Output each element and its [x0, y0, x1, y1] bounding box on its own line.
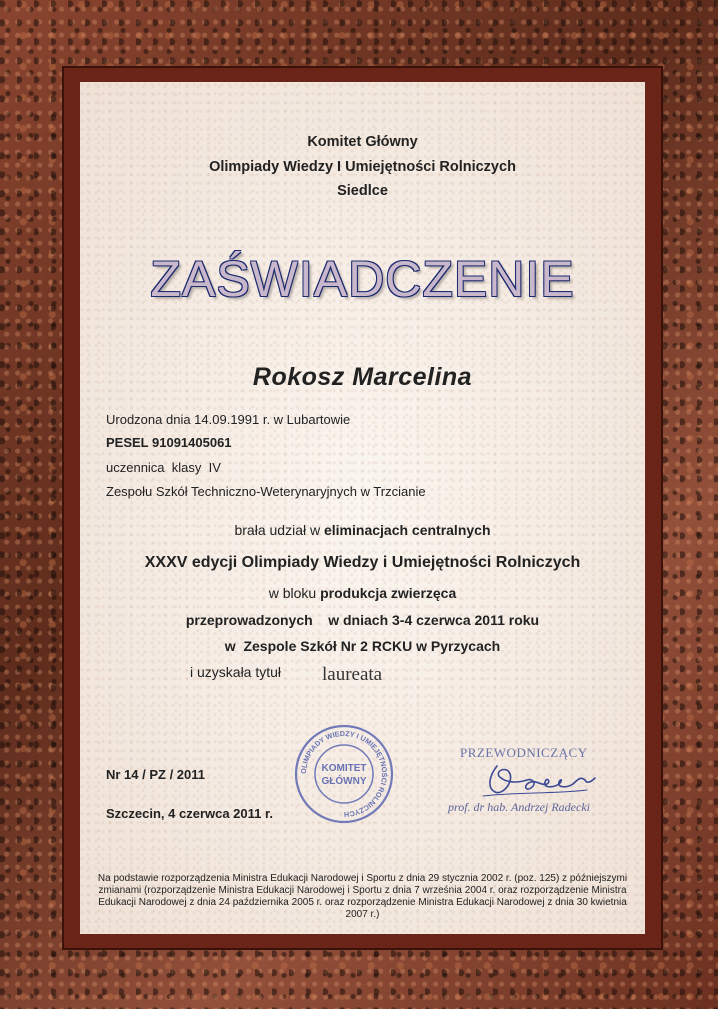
stamp-ring-text: OLIMPIADY WIEDZY I UMIEJĘTNOŚCI ROLNICZYCH — [298, 728, 390, 820]
header-line-1: Komitet Główny — [307, 134, 418, 150]
svg-text:OLIMPIADY WIEDZY I UMIEJĘTNOŚC — [299, 729, 389, 819]
class-info: uczennica klasy IV — [106, 460, 221, 475]
stamp-center-line-2: GŁÓWNY — [321, 776, 367, 787]
school-info: Zespołu Szkół Techniczno-Weterynaryjnych w Trzcianie — [106, 484, 426, 499]
participation-line — [80, 522, 645, 538]
birth-info: Urodzona dnia 14.09.1991 r. w Lubartowie — [106, 412, 351, 427]
header-line-2: Olimpiady Wiedzy I Umiejętności Rolniczych — [209, 159, 516, 175]
venue-line: w Zespole Szkół Nr 2 RCKU w Pyrzycach — [224, 638, 501, 654]
document-number: Nr 14 / PZ / 2011 — [106, 767, 206, 782]
legal-footer — [95, 873, 630, 921]
footer-line-1: Na podstawie rozporządzenia Ministra Edukacji Narodowej i Sportu z dnia 29 stycznia 2002 r. (poz. 125) z późniejszymi — [97, 873, 628, 884]
recipient-name: Rokosz Marcelina — [252, 363, 473, 391]
document-title: ZAŚWIADCZENIE — [150, 251, 575, 307]
participation-prefix: brała udział w — [234, 522, 324, 538]
participation-stage: eliminacjach centralnych — [323, 522, 491, 538]
stamp-center-line-1: KOMITET — [321, 763, 367, 774]
handwritten-signature — [475, 758, 615, 802]
signature-role: PRZEWODNICZĄCY — [460, 745, 588, 760]
signatory-name: prof. dr hab. Andrzej Radecki — [448, 800, 590, 814]
footer-line-2: zmianami (rozporządzenie Ministra Edukacji Narodowej i Sportu z dnia 7 września 2004 r. oraz rozporządzenie Ministra — [98, 885, 627, 896]
dates-line: przeprowadzonych w dniach 3-4 czerwca 2011 roku — [185, 612, 540, 628]
block-line — [80, 585, 645, 601]
place-and-date: Szczecin, 4 czerwca 2011 r. — [106, 806, 273, 821]
header-line-3: Siedlce — [337, 183, 388, 199]
committee-stamp — [292, 722, 396, 826]
olympiad-name: XXXV edycji Olimpiady Wiedzy i Umiejętności Rolniczych — [144, 554, 581, 571]
footer-line-3: Edukacji Narodowej z dnia 24 października 2005 r. oraz rozporządzenie Ministra Edukacji Narodowej z dnia 30 kwietnia 2007 r.) — [98, 897, 627, 920]
certificate-paper — [80, 82, 645, 934]
block-name: produkcja zwierzęca — [320, 585, 457, 601]
title-awarded-value: laureata — [322, 664, 383, 685]
pesel-info: PESEL 91091405061 — [106, 435, 232, 450]
block-prefix: w bloku — [268, 585, 321, 601]
title-awarded-prefix: i uzyskała tytuł — [190, 664, 282, 680]
